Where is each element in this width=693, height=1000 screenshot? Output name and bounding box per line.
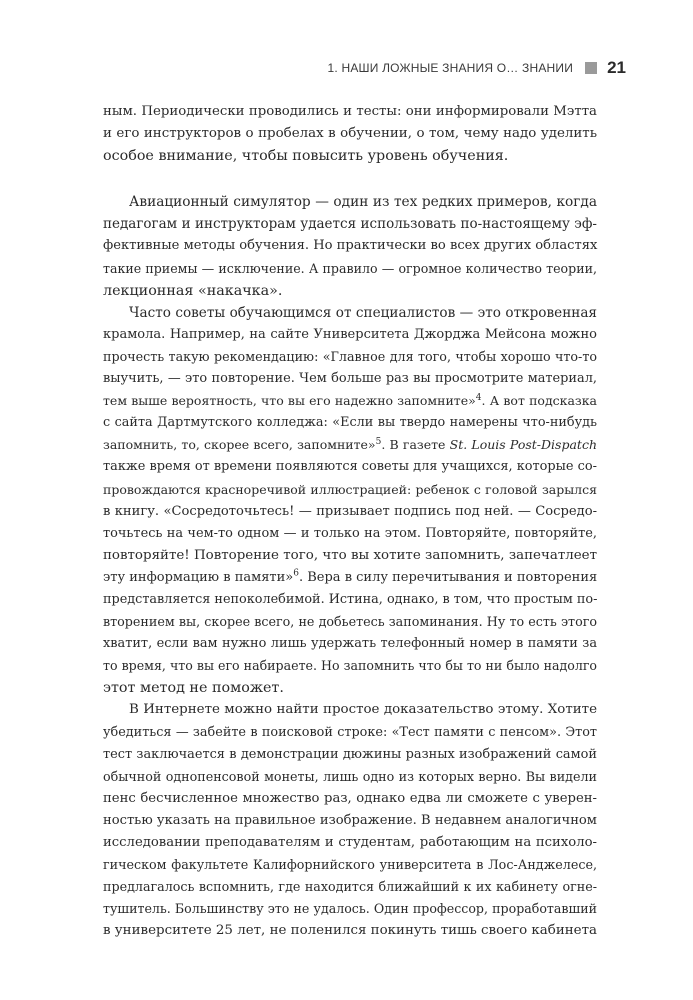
footnote-ref: 4 <box>475 392 482 403</box>
text-line: тест заключается в демонстрации дюжины разных изображений самой <box>103 746 597 762</box>
text-fragment: . <box>381 437 386 453</box>
text-line: особое внимание, чтобы повысить уровень обучения. <box>103 148 509 165</box>
text-fragment: . <box>298 569 304 585</box>
header-square-marker <box>585 62 597 74</box>
text-fragment: Вера в силу перечитывания и повторения <box>303 569 598 585</box>
text-line: вторением вы, скорее всего, не добьетесь запоминания. Ну то есть этого <box>103 614 597 630</box>
text-line: и его инструкторов о пробелах в обучении, о том, чему надо уделить <box>103 126 597 142</box>
text-line: исследовании преподавателям и студентам, работающим на психоло- <box>103 835 597 850</box>
text-line: обычной однопенсовой монеты, лишь одно из которых верно. Вы видели <box>103 768 597 784</box>
text-line: такие приемы — исключение. А правило — огромное количество теории, <box>103 260 597 276</box>
text-line: то время, что вы его набираете. Но запомнить что бы то ни было надолго <box>103 658 597 674</box>
paragraph-1 <box>103 101 597 167</box>
newspaper-title: St. Louis Post-Dispatch <box>449 437 597 453</box>
text-line: пенс бесчисленное множество раз, однако едва ли сможете с уверен- <box>103 790 597 806</box>
text-line: выучить, — это повторение. Чем больше раз вы просмотрите материал, <box>103 371 597 387</box>
text-fragment: В газете <box>385 437 450 453</box>
text-line: провождаются красноречивой иллюстрацией: ребенок с головой зарылся <box>103 481 597 497</box>
text-line <box>103 390 597 412</box>
text-line: точьтесь на чем-то одном — и только на этом. Повторяйте, повторяйте, <box>103 525 597 541</box>
text-line: ностью указать на правильное изображение. В недавнем аналогичном <box>103 812 597 828</box>
text-line: убедиться — забейте в поисковой строке: «Тест памяти с пенсом». Этот <box>103 724 597 740</box>
text-line: В Интернете можно найти простое доказательство этому. Хотите <box>129 702 597 718</box>
text-line: повторяйте! Повторение того, что вы хотите запомнить, запечатлеет <box>103 547 597 563</box>
text-line: Авиационный симулятор — один из тех редких примеров, когда <box>129 194 597 211</box>
text-fragment: А вот подсказка <box>485 393 597 409</box>
text-line <box>103 567 597 589</box>
paragraph-3 <box>103 302 597 700</box>
text-line: также время от времени появляются советы для учащихся, которые со- <box>103 459 597 475</box>
footnote-ref: 5 <box>375 437 382 448</box>
running-head: 1. НАШИ ЛОЖНЫЕ ЗНАНИЯ О… ЗНАНИИ <box>327 61 574 75</box>
text-line: ным. Периодически проводились и тесты: они информировали Мэтта <box>103 104 597 119</box>
page-number: 21 <box>607 58 626 77</box>
text-fragment: эту информацию в памяти» <box>103 569 294 585</box>
text-line: в университете 25 лет, не поленился покинуть тишь своего кабинета <box>103 923 597 939</box>
body-text <box>103 101 597 942</box>
page-header <box>328 58 626 78</box>
text-line: этот метод не поможет. <box>103 680 284 697</box>
text-line: педагогам и инструкторам удается использовать по-настоящему эф- <box>103 216 597 233</box>
text-line: крамола. Например, на сайте Университета Джорджа Мейсона можно <box>103 326 597 342</box>
text-fragment: запомнить, то, скорее всего, запомните» <box>103 437 376 453</box>
text-line: в книгу. «Сосредоточьтесь! — призывает подпись под ней. — Сосредо- <box>103 503 597 519</box>
text-line: представляется непоколебимой. Истина, однако, в том, что простым по- <box>103 591 598 607</box>
text-line: с сайта Дартмутского колледжа: «Если вы твердо намерены что-нибудь <box>103 415 597 431</box>
footnote-ref: 6 <box>293 568 299 579</box>
text-line <box>103 434 597 456</box>
text-fragment: . <box>481 393 486 409</box>
paragraph-2 <box>103 191 597 301</box>
text-fragment: тем выше вероятность, что вы его надежно запомните» <box>103 393 476 409</box>
text-line: лекционная «накачка». <box>103 282 283 299</box>
text-line: фективные методы обучения. Но практически во всех других областях <box>103 238 598 254</box>
text-line: хватит, если вам нужно лишь удержать телефонный номер в памяти за <box>103 636 597 652</box>
text-line: Часто советы обучающимся от специалистов — это откровенная <box>129 304 597 321</box>
text-line: предлагалось вспомнить, где находится ближайший к их кабинету огне- <box>103 879 597 895</box>
text-line: тушитель. Большинству это не удалось. Один профессор, проработавший <box>103 901 597 917</box>
paragraph-4 <box>103 699 597 942</box>
text-line: гическом факультете Калифорнийского университета в Лос-Анджелесе, <box>103 857 597 873</box>
text-line: прочесть такую рекомендацию: «Главное для того, чтобы хорошо что-то <box>103 348 597 364</box>
